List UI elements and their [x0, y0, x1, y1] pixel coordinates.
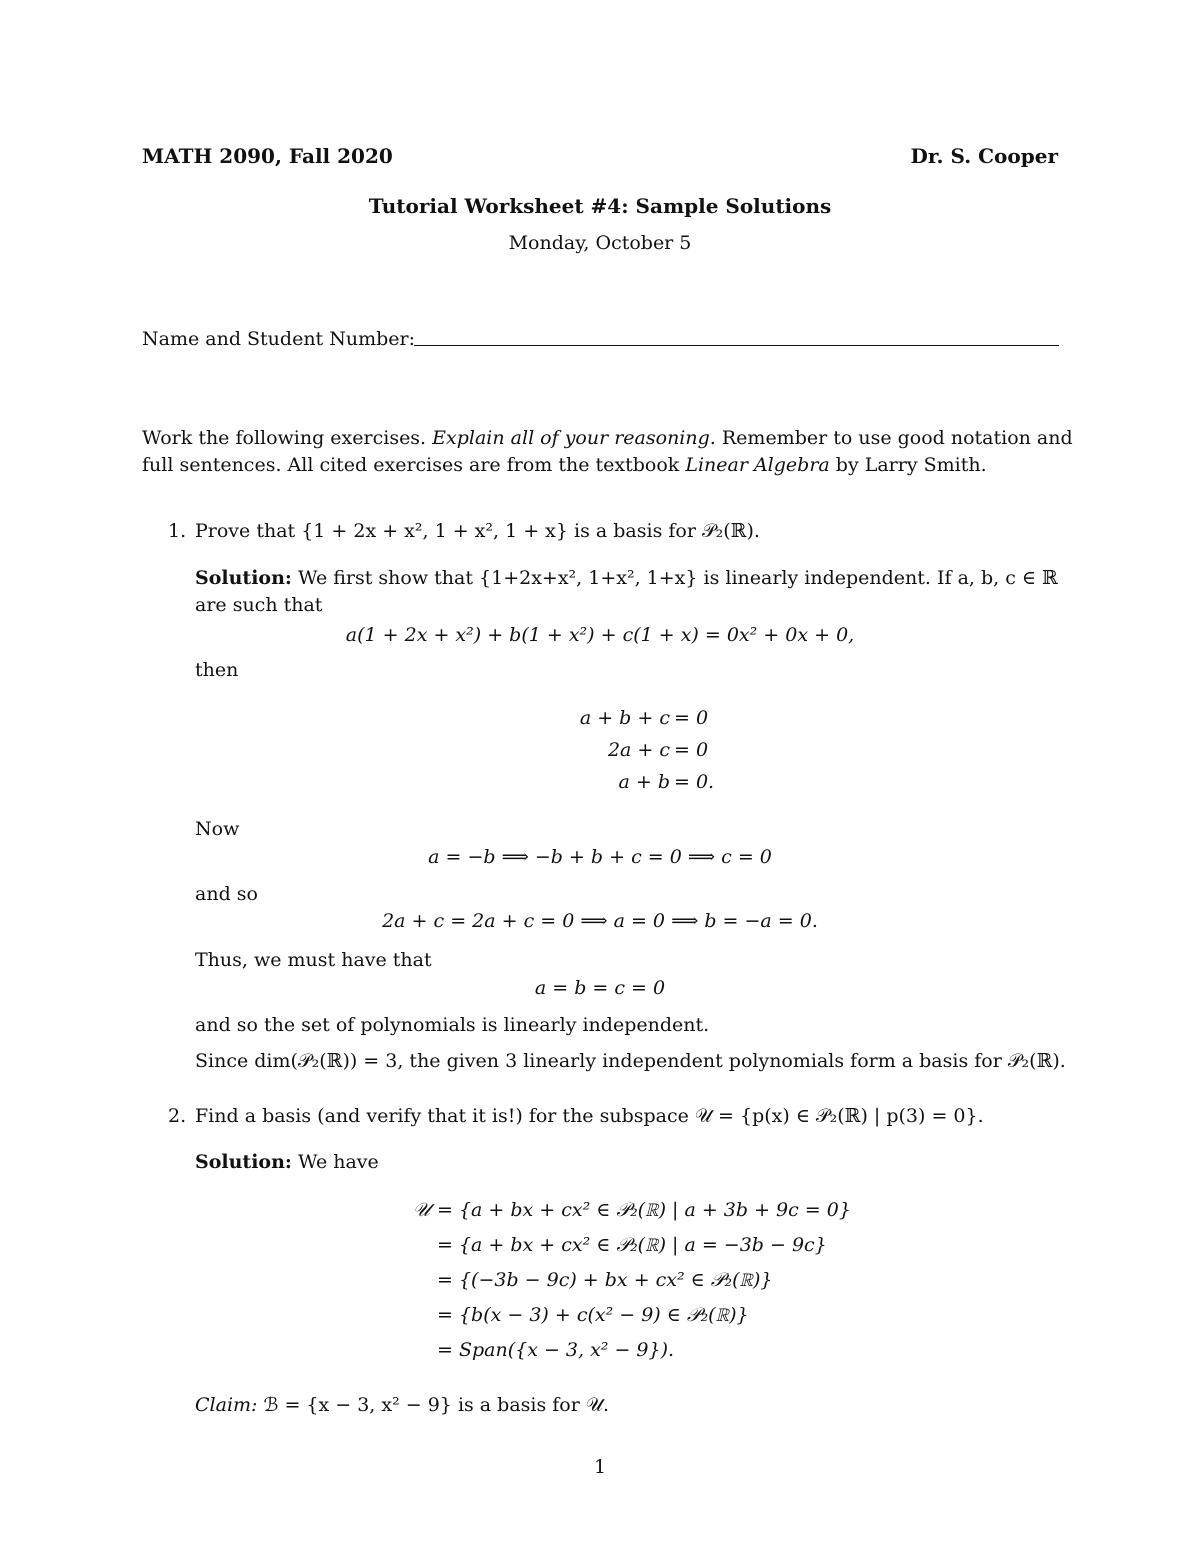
q2-claim [195, 1394, 609, 1416]
name-label: Name and Student Number: [142, 328, 415, 350]
system-row-2-lhs: 2a + c [607, 739, 670, 761]
align-row-1-rhs: = {a + bx + cx² ∈ 𝒫₂(ℝ) | a + 3b + 9c = 0} [437, 1199, 851, 1221]
q2-solution-label: Solution: [195, 1151, 292, 1173]
name-field-line[interactable] [414, 345, 1059, 346]
q1-solution-line-1 [195, 567, 1058, 589]
q1-and-so: and so [195, 883, 258, 905]
intro-text-2: Remember to use good notation and [721, 427, 1073, 449]
align-row-3-rhs: = {(−3b − 9c) + bx + cx² ∈ 𝒫₂(ℝ)} [437, 1269, 773, 1291]
align-row-2-rhs: = {a + bx + cx² ∈ 𝒫₂(ℝ) | a = −3b − 9c} [437, 1234, 827, 1256]
system-row-2-rhs: = 0 [674, 739, 709, 761]
intro-text-3: full sentences. All cited exercises are from the textbook [142, 454, 680, 476]
q2-claim-text: ℬ = {x − 3, x² − 9} is a basis for 𝒰. [263, 1394, 610, 1416]
book-title: Linear Algebra [685, 454, 830, 476]
instructor-name: Dr. S. Cooper [910, 144, 1058, 168]
q2-solution-line [195, 1151, 379, 1173]
q1-then: then [195, 659, 239, 681]
q2-solution-text: We have [297, 1151, 379, 1173]
worksheet-title: Tutorial Worksheet #4: Sample Solutions [368, 194, 832, 218]
align-row-5-rhs: = Span({x − 3, x² − 9}). [437, 1339, 675, 1361]
q1-conclusion-2: Since dim(𝒫₂(ℝ)) = 3, the given 3 linearly independent polynomials form a basis for 𝒫₂(ℝ). [195, 1050, 1066, 1072]
q2-prompt: Find a basis (and verify that it is!) for the subspace 𝒰 = {p(x) ∈ 𝒫₂(ℝ) | p(3) = 0}. [195, 1105, 984, 1127]
q1-prompt: Prove that {1 + 2x + x², 1 + x², 1 + x} is a basis for 𝒫₂(ℝ). [195, 520, 760, 542]
q2-claim-label: Claim: [195, 1394, 258, 1416]
intro-line-1 [142, 427, 1073, 449]
q1-solution-line-2: are such that [195, 594, 323, 616]
system-row-1-lhs: a + b + c [579, 707, 670, 729]
worksheet-date: Monday, October 5 [508, 232, 692, 254]
intro-text-1: Work the following exercises. [142, 427, 427, 449]
intro-emphasis: Explain all of your reasoning. [432, 427, 716, 449]
system-row-3-lhs: a + b [618, 771, 670, 793]
intro-text-4: by Larry Smith. [835, 454, 987, 476]
system-row-1-rhs: = 0 [674, 707, 709, 729]
q1-now: Now [195, 818, 240, 840]
intro-line-2 [142, 454, 987, 476]
q2-number: 2. [168, 1105, 187, 1127]
q1-solution-text: We first show that {1+2x+x², 1+x², 1+x} is linearly independent. If a, b, c ∈ ℝ [297, 567, 1058, 589]
course-title: MATH 2090, Fall 2020 [142, 144, 393, 168]
q1-equation-andso: 2a + c = 2a + c = 0 ⟹ a = 0 ⟹ b = −a = 0. [382, 910, 818, 932]
q1-equation-main: a(1 + 2x + x²) + b(1 + x²) + c(1 + x) = 0x² + 0x + 0, [345, 624, 855, 646]
q1-equation-thus: a = b = c = 0 [534, 977, 666, 999]
system-row-3-rhs: = 0. [674, 771, 715, 793]
align-row-4-rhs: = {b(x − 3) + c(x² − 9) ∈ 𝒫₂(ℝ)} [437, 1304, 749, 1326]
q1-conclusion-1: and so the set of polynomials is linearly independent. [195, 1014, 710, 1036]
align-row-1-lhs: 𝒰 [412, 1199, 430, 1221]
q1-number: 1. [168, 520, 187, 542]
q1-equation-now: a = −b ⟹ −b + b + c = 0 ⟹ c = 0 [428, 846, 772, 868]
q1-thus: Thus, we must have that [195, 949, 432, 971]
page-number: 1 [593, 1456, 607, 1478]
q1-solution-label: Solution: [195, 567, 292, 589]
